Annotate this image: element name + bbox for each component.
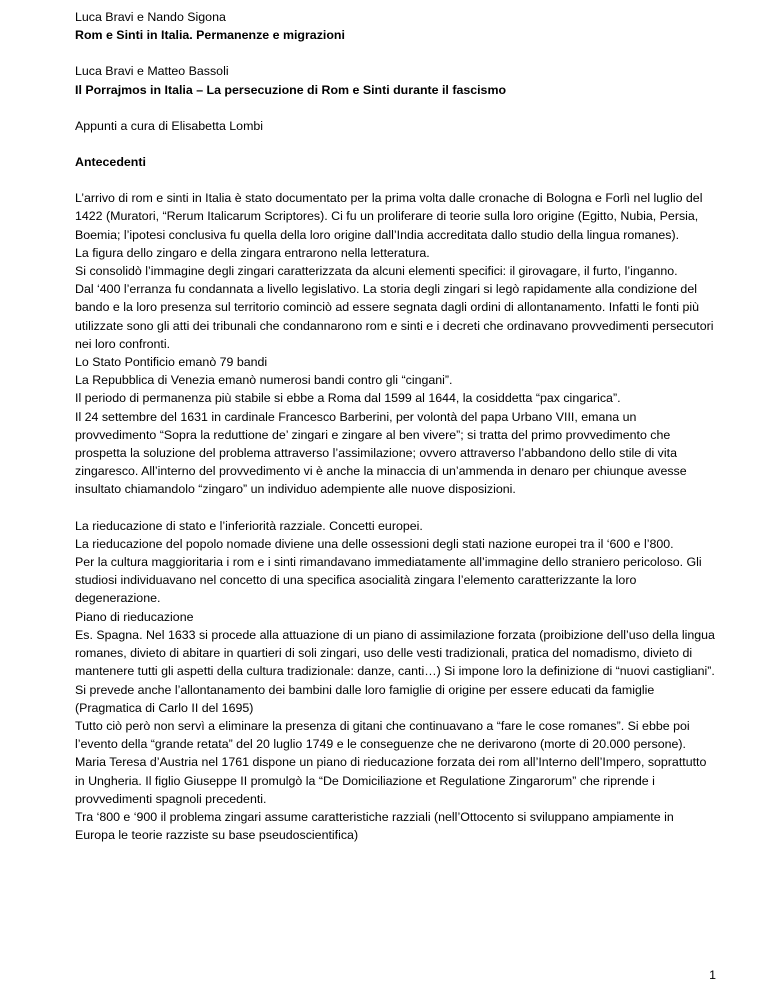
paragraph: La rieducazione di stato e l’inferiorità razziale. Concetti europei. [75, 518, 423, 533]
book2-title: Il Porrajmos in Italia – La persecuzione di Rom e Sinti durante il fascismo [75, 82, 507, 97]
paragraph: Piano di rieducazione [75, 609, 194, 624]
paragraph: Lo Stato Pontificio emanò 79 bandi [75, 355, 268, 370]
paragraph: Tra ‘800 e ‘900 il problema zingari assume caratteristiche razziali (nell’Ottocento si sviluppano ampiamente in Europa le teorie razziste su base pseudoscientifica) [75, 809, 674, 843]
paragraph: Es. Spagna. Nel 1633 si procede alla attuazione di un piano di assimilazione forzata (proibizione dell’uso della lingua romanes, divieto di abitare in quartieri di soli zingari, uso delle vesti tradizionali, pratica del nomadismo, divieto di mantenere tutti gli aspetti della cultura tradizionale: danze, canti…) Si impone loro la definizione di “nuovi castigliani”. Si prevede anche l’allontanamento dei bambini dalle loro famiglie di origine per essere educati da famiglie (Pragmatica di Carlo II del 1695) [75, 627, 715, 715]
page-body [75, 8, 715, 844]
paragraph: Maria Teresa d’Austria nel 1761 dispone un piano di rieducazione forzata dei rom all’Interno dell’Impero, soprattutto in Ungheria. Il figlio Giuseppe II promulgò la “De Domiciliazione et Regulatione Zingarorum” che riprende i provvedimenti spagnoli precedenti. [75, 755, 707, 806]
paragraph: Dal ‘400 l’erranza fu condannata a livello legislativo. La storia degli zingari si legò rapidamente alla condizione del bando e la loro presenza sul territorio cominciò ad essere segnata dagli ordini di allontanamento. Infatti le fonti più utilizzate sono gli atti dei tribunali che condannarono rom e sinti e i decreti che ordinavano provvedimenti persecutori nei loro confronti. [75, 282, 714, 351]
paragraph: Si consolidò l’immagine degli zingari caratterizzata da alcuni elementi specifici: il girovagare, il furto, l’inganno. [75, 264, 678, 279]
paragraph: La Repubblica di Venezia emanò numerosi bandi contro gli “cingani”. [75, 373, 453, 388]
paragraph: La rieducazione del popolo nomade diviene una delle ossessioni degli stati nazione europei tra il ‘600 e l’800. [75, 536, 674, 551]
book1-authors: Luca Bravi e Nando Sigona [75, 10, 226, 24]
paragraph: L’arrivo di rom e sinti in Italia è stato documentato per la prima volta dalle cronache di Bologna e Forlì nel luglio del 1422 (Muratori, “Rerum Italicarum Scriptores). Ci fu un proliferare di teorie sulla loro origine (Egitto, Nubia, Persia, Boemia; l’ipotesi conclusiva fu quella della loro origine dall’India accreditata dallo studio della lingua romanes). [75, 191, 703, 242]
section-heading: Antecedenti [75, 155, 146, 170]
page-number: 1 [709, 968, 716, 982]
paragraph: Per la cultura maggioritaria i rom e i sinti rimandavano immediatamente all’immagine dello straniero pericoloso. Gli studiosi individuavano nel concetto di una specifica asocialità zingara l’elemento caratterizzante la loro degenerazione. [75, 555, 702, 606]
paragraph: Il periodo di permanenza più stabile si ebbe a Roma dal 1599 al 1644, la cosiddetta “pax cingarica”. [75, 391, 621, 406]
book2-authors: Luca Bravi e Matteo Bassoli [75, 64, 229, 79]
notes-by: Appunti a cura di Elisabetta Lombi [75, 118, 264, 133]
paragraph: Il 24 settembre del 1631 in cardinale Francesco Barberini, per volontà del papa Urbano VIII, emana un provvedimento “Sopra la reduttione de’ zingari e zingare al ben vivere”; si tratta del primo provvedimento che prospetta la soluzione del problema attraverso l’assimilazione; ovvero attraverso l’abbandono dello stile di vita zingaresco. All’interno del provvedimento vi è anche la minaccia di un’ammenda in denaro per chiunque avesse insultato chiamandolo “zingaro” un individuo adempiente alle nuove disposizioni. [75, 409, 687, 497]
paragraph: Tutto ciò però non servì a eliminare la presenza di gitani che continuavano a “fare le cose romanes”. Si ebbe poi l’evento della “grande retata” del 20 luglio 1749 e le conseguenze che ne derivarono (morte di 20.000 persone). [75, 718, 690, 752]
paragraph: La figura dello zingaro e della zingara entrarono nella letteratura. [75, 245, 430, 260]
book1-title: Rom e Sinti in Italia. Permanenze e migrazioni [75, 28, 345, 43]
